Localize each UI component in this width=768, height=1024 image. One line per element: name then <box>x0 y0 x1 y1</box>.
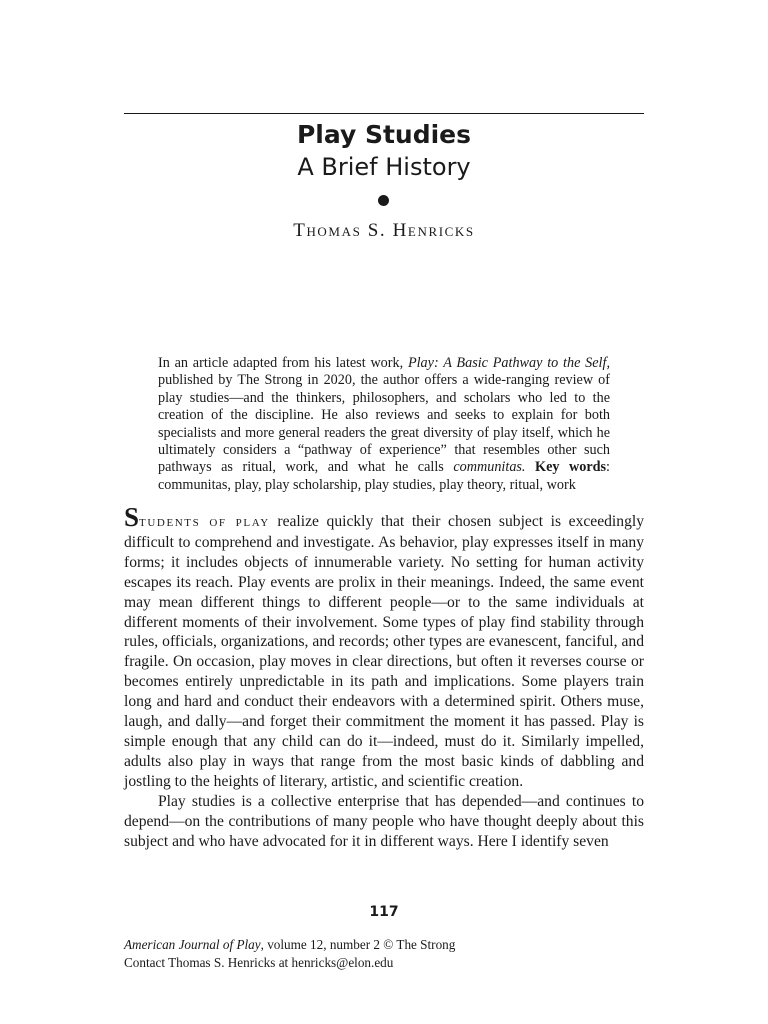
article-title: Play Studies <box>296 120 472 149</box>
body-paragraph: Play studies is a collective enterprise that has depended—and continues to depend—on the contributions of many people who have thought deeply about this subject and who have advocated for it in different ways. Here I identify seven <box>124 792 644 850</box>
article-subtitle: A Brief History <box>297 153 471 181</box>
journal-citation: American Journal of Play, volume 12, number 2 © The Strong <box>124 937 456 952</box>
body-paragraph: Students of play realize quickly that their chosen subject is exceedingly difficult to comprehend and investigate. As behavior, play expresses itself in many forms; it includes objects of innumerable variety. No setting for human activity escapes its reach. Play events are prolix in their meanings. Indeed, the same event may mean different things to different people—or to the same individuals at different moments of their involvement. Some types of play find stability through rules, officials, organizations, and records; other types are evanescent, fanciful, and fragile. On occasion, play moves in clear directions, but often it reverses course or becomes entirely unpredictable in its path and implications. Some players train long and hard and conduct their endeavors with a determined spirit. Others muse, laugh, and dally—and forget their commitment the moment it has passed. Play is simple enough that any child can do it—indeed, must do it. Similarly impelled, adults also play in ways that range from the most basic kinds of dabbling and jostling to the heights of literary, artistic, and scientific creation. <box>124 502 644 790</box>
book-title: Play: A Basic Pathway to the Self, <box>407 355 610 371</box>
term-communitas: communitas. <box>453 459 526 476</box>
page-number: 117 <box>369 904 399 920</box>
author-contact: Contact Thomas S. Henricks at henricks@elon.edu <box>124 955 394 970</box>
footer <box>124 936 644 972</box>
author-name: Thomas S. Henricks <box>293 220 475 241</box>
lead-in-caps: tudents of play <box>139 514 270 530</box>
keywords-label: Key words <box>535 459 607 476</box>
abstract: In an article adapted from his latest work, Play: A Basic Pathway to the Self, published by The Strong in 2020, the author offers a wide-ranging review of play studies—and the thinkers, philosophers, and scholars who led to the creation of the discipline. He also reviews and seeks to explain for both specialists and more general readers the great diversity of play itself, which he ultimately considers a “pathway of experience” that resembles other such pathways as ritual, work, and what he calls communitas. Key words: communitas, play, play scholarship, play studies, play theory, ritual, work <box>158 355 610 493</box>
bullet-ornament-icon <box>378 195 389 206</box>
top-rule <box>124 113 644 114</box>
keywords-list: : communitas, play, play scholarship, play studies, play theory, ritual, work <box>158 459 610 493</box>
drop-cap: S <box>124 502 140 532</box>
article-body <box>124 502 644 851</box>
